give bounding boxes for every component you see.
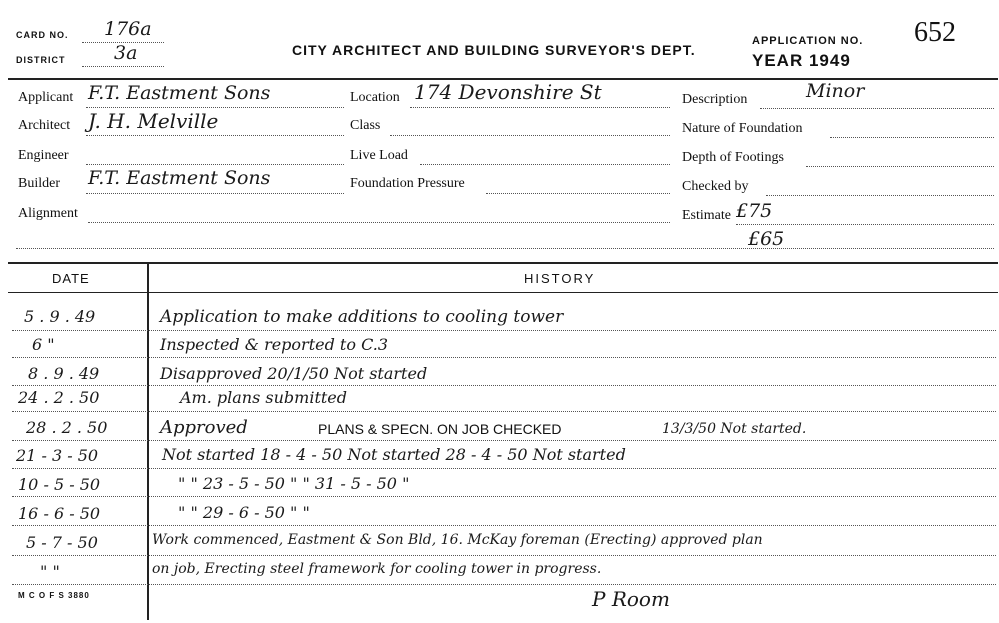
history-top-rule (8, 262, 998, 264)
date-column-divider (147, 262, 149, 620)
applicant-line (86, 107, 344, 108)
engineer-line (86, 164, 344, 165)
card-no-label: CARD NO. (16, 30, 69, 40)
architect-value: J. H. Melville (88, 109, 219, 133)
year-label: YEAR 1949 (752, 51, 851, 70)
alignment-label: Alignment (18, 206, 78, 221)
application-number: 652 (914, 17, 956, 48)
history-header: HISTORY (524, 271, 596, 286)
history-date: 8 . 9 . 49 (28, 364, 100, 383)
history-entry: Inspected & reported to C.3 (160, 335, 389, 354)
applicant-label: Applicant (18, 90, 74, 105)
signature: P Room (592, 587, 670, 611)
live-load-line (420, 164, 670, 165)
history-entry: Not started 18 - 4 - 50 Not started 28 - 4 - 50 Not started (162, 445, 626, 464)
history-entry: Approved (160, 417, 248, 438)
row-line (12, 555, 996, 556)
district-value: 3a (114, 42, 138, 64)
nature-of-foundation-label: Nature of Foundation (682, 121, 803, 136)
estimate-value-2: £65 (748, 228, 785, 250)
fields-bottom-line (16, 248, 994, 249)
location-label: Location (350, 90, 400, 105)
row-line (12, 496, 996, 497)
row-line (12, 330, 996, 331)
history-entry: Work commenced, Eastment & Son Bld, 16. McKay foreman (Erecting) approved plan (152, 532, 763, 548)
location-value: 174 Devonshire St (414, 80, 602, 104)
description-line (760, 108, 994, 109)
district-label: DISTRICT (16, 55, 66, 65)
row-line (12, 440, 996, 441)
row-line (12, 525, 996, 526)
history-entry: on job, Erecting steel framework for cooling tower in progress. (152, 561, 602, 577)
history-entry: " " 23 - 5 - 50 " " 31 - 5 - 50 " (178, 474, 410, 493)
nature-line (830, 137, 994, 138)
depth-of-footings-label: Depth of Footings (682, 150, 784, 165)
live-load-label: Live Load (350, 148, 408, 163)
application-label: APPLICATION NO. (752, 35, 864, 47)
history-date: 6 " (32, 335, 55, 354)
architect-line (86, 135, 344, 136)
row-line (12, 411, 996, 412)
checked-line (766, 195, 994, 196)
location-line (410, 107, 670, 108)
estimate-line (736, 224, 994, 225)
builder-label: Builder (18, 176, 60, 191)
history-date: " " (40, 562, 60, 581)
depth-line (806, 166, 994, 167)
history-date: 28 . 2 . 50 (26, 418, 108, 437)
history-date: 24 . 2 . 50 (18, 388, 100, 407)
history-note: 13/3/50 Not started. (662, 421, 807, 437)
row-line (12, 584, 996, 585)
history-entry: Disapproved 20/1/50 Not started (160, 364, 428, 383)
row-line (12, 385, 996, 386)
class-line (390, 135, 670, 136)
class-label: Class (350, 118, 381, 133)
row-line (12, 468, 996, 469)
builder-value: F.T. Eastment Sons (88, 167, 271, 189)
foundation-pressure-line (486, 193, 670, 194)
foundation-pressure-label: Foundation Pressure (350, 176, 465, 191)
applicant-value: F.T. Eastment Sons (88, 82, 271, 104)
engineer-label: Engineer (18, 148, 69, 163)
history-entry: Am. plans submitted (180, 388, 348, 407)
checked-by-label: Checked by (682, 179, 749, 194)
form-code: M C O F S 3880 (18, 591, 90, 600)
history-date: 5 - 7 - 50 (26, 533, 98, 552)
history-header-rule (8, 292, 998, 293)
history-entry: " " 29 - 6 - 50 " " (178, 503, 310, 522)
description-value: Minor (806, 80, 865, 102)
history-date: 16 - 6 - 50 (18, 504, 101, 523)
alignment-line (88, 222, 670, 223)
estimate-value-1: £75 (736, 200, 773, 222)
history-date: 5 . 9 . 49 (24, 307, 96, 326)
builder-line (86, 193, 344, 194)
card-no-value: 176a (104, 18, 152, 40)
history-entry: Application to make additions to cooling tower (160, 307, 564, 327)
architect-label: Architect (18, 118, 71, 133)
history-date: 21 - 3 - 50 (16, 446, 99, 465)
district-line (82, 66, 164, 67)
department-title: CITY ARCHITECT AND BUILDING SURVEYOR'S DEPT. (292, 42, 696, 58)
history-date: 10 - 5 - 50 (18, 475, 101, 494)
row-line (12, 357, 996, 358)
estimate-label: Estimate (682, 208, 731, 223)
date-header: DATE (52, 271, 90, 286)
description-label: Description (682, 92, 748, 107)
plans-checked-stamp: PLANS & SPECN. ON JOB CHECKED (318, 421, 562, 437)
